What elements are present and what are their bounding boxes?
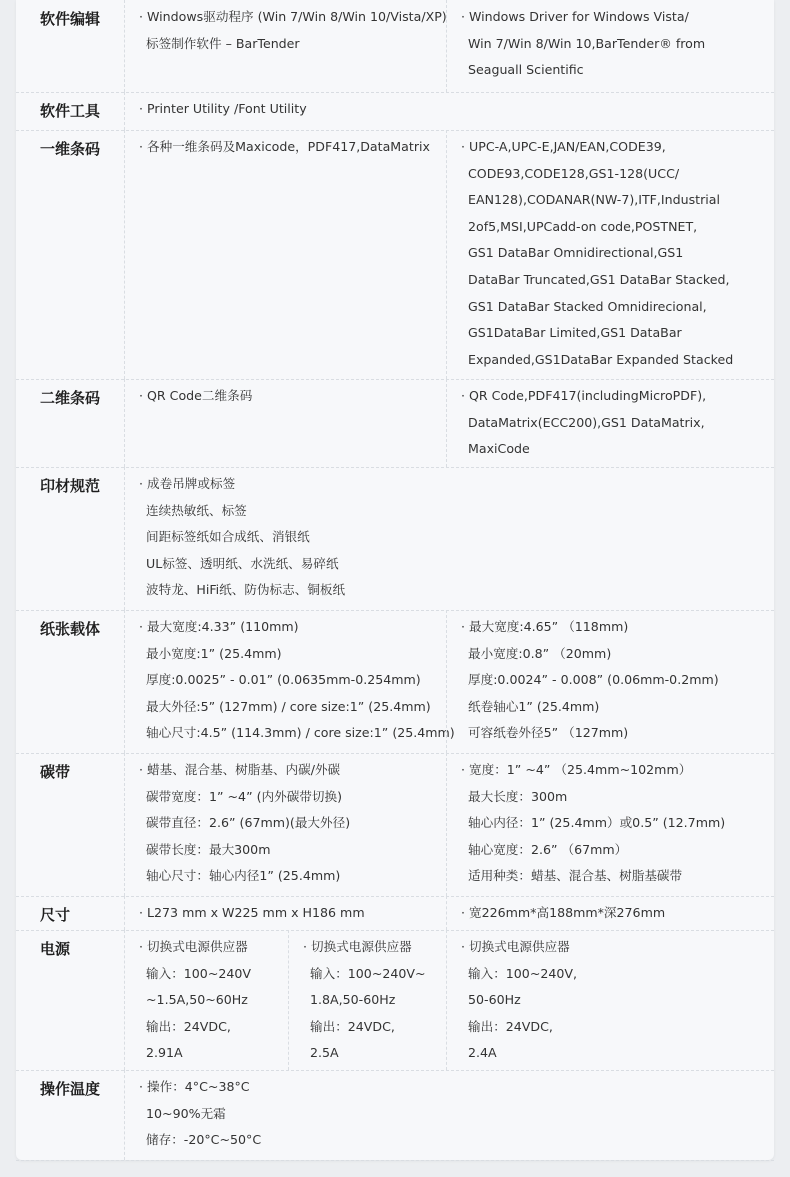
spec-cell [124, 379, 446, 467]
spec-line: 50-60Hz [468, 992, 521, 1008]
spec-line: 输入：100~240V [146, 965, 252, 981]
spec-row-power [16, 930, 774, 1071]
spec-line: · 最大宽度:4.65” （118mm) [461, 619, 629, 634]
spec-line: GS1 DataBar Omnidirectional,GS1 [468, 245, 684, 261]
spec-label: 操作温度 [40, 1080, 101, 1098]
spec-cell [288, 930, 446, 1070]
spec-line: · 操作：4°C~38°C [139, 1079, 250, 1094]
spec-line: 轴心宽度：2.6” （67mm） [468, 841, 628, 857]
spec-label: 一维条码 [40, 140, 101, 158]
spec-line: 最小宽度:0.8” （20mm) [468, 645, 612, 661]
spec-row-media-spec [16, 467, 774, 611]
spec-line: 2.4A [468, 1045, 497, 1061]
spec-row-dimensions [16, 896, 774, 931]
spec-line: 输入：100~240V, [468, 965, 578, 981]
spec-line: 波特龙、HiFi纸、防伪标志、铜板纸 [146, 582, 346, 598]
spec-line: 厚度:0.0025” - 0.01” (0.0635mm-0.254mm) [146, 672, 421, 688]
spec-line: · L273 mm x W225 mm x H186 mm [139, 905, 365, 920]
spec-line: · Windows驱动程序 (Win 7/Win 8/Win 10/Vista/XP) [139, 9, 447, 24]
spec-line: 输出：24VDC, [310, 1018, 395, 1034]
spec-line: 间距标签纸如合成纸、消银纸 [146, 529, 310, 545]
spec-cell [124, 0, 446, 92]
spec-cell [124, 896, 446, 930]
spec-line: · 切换式电源供应器 [139, 939, 248, 954]
spec-line: Expanded,GS1DataBar Expanded Stacked [468, 351, 734, 367]
spec-line: UL标签、透明纸、水洗纸、易碎纸 [146, 555, 339, 571]
spec-row-software-edit [16, 0, 774, 93]
spec-label: 纸张载体 [40, 620, 101, 638]
spec-line: DataBar Truncated,GS1 DataBar Stacked, [468, 271, 730, 287]
spec-line: GS1DataBar Limited,GS1 DataBar [468, 325, 682, 341]
spec-cell [124, 92, 766, 130]
spec-cell [446, 130, 766, 379]
spec-line: 连续热敏纸、标签 [146, 502, 247, 518]
spec-line: · QR Code,PDF417(includingMicroPDF), [461, 388, 707, 403]
spec-label: 软件工具 [40, 102, 101, 120]
spec-cell [446, 610, 766, 753]
spec-line: · 最大宽度:4.33” (110mm) [139, 619, 299, 634]
spec-line: 2.91A [146, 1045, 183, 1061]
spec-label: 二维条码 [40, 389, 101, 407]
spec-line: 轴心内径：1” (25.4mm）或0.5” (12.7mm) [468, 815, 726, 831]
spec-label: 软件编辑 [40, 10, 101, 28]
spec-line: EAN128),CODANAR(NW-7),ITF,Industrial [468, 192, 720, 208]
spec-line: 可容纸卷外径5” （127mm) [468, 725, 629, 741]
spec-line: 最小宽度:1” (25.4mm) [146, 645, 282, 661]
spec-line: 输入：100~240V~ [310, 965, 426, 981]
spec-cell [446, 0, 766, 92]
spec-line: 最大长度：300m [468, 788, 568, 804]
spec-line: CODE93,CODE128,GS1-128(UCC/ [468, 165, 680, 181]
spec-line: · 宽226mm*高188mm*深276mm [461, 905, 666, 920]
spec-line: 输出：24VDC, [468, 1018, 553, 1034]
spec-label: 印材规范 [40, 477, 101, 495]
spec-row-ribbon [16, 753, 774, 897]
spec-line: 适用种类：蜡基、混合基、树脂基碳带 [468, 868, 683, 884]
spec-line: · 成卷吊牌或标签 [139, 476, 236, 491]
spec-line: 2.5A [310, 1045, 339, 1061]
spec-line: ~1.5A,50~60Hz [146, 992, 248, 1008]
spec-line: 碳带长度：最大300m [146, 841, 271, 857]
spec-line: 1.8A,50-60Hz [310, 992, 396, 1008]
spec-label: 电源 [40, 940, 71, 958]
spec-cell [446, 379, 766, 467]
spec-cell [124, 130, 446, 379]
spec-row-software-tools [16, 92, 774, 131]
spec-line: 厚度:0.0024” - 0.008” (0.06mm-0.2mm) [468, 672, 719, 688]
spec-line: · 各种一维条码及Maxicode，PDF417,DataMatrix [139, 139, 430, 154]
spec-row-operating-temp [16, 1070, 774, 1161]
spec-line: 纸卷轴心1” (25.4mm) [468, 698, 600, 714]
spec-line: Seaguall Scientific [468, 62, 584, 78]
spec-cell [446, 930, 766, 1070]
spec-line: · UPC-A,UPC-E,JAN/EAN,CODE39, [461, 139, 666, 154]
spec-line: Win 7/Win 8/Win 10,BarTender® from [468, 35, 706, 51]
spec-line: · 蜡基、混合基、树脂基、内碳/外碳 [139, 762, 341, 777]
spec-line: MaxiCode [468, 441, 530, 457]
spec-table [16, 0, 774, 1160]
spec-line: 10~90%无霜 [146, 1105, 226, 1121]
spec-row-1d-barcode [16, 130, 774, 380]
spec-cell [124, 930, 288, 1070]
spec-line: DataMatrix(ECC200),GS1 DataMatrix, [468, 414, 705, 430]
spec-line: GS1 DataBar Stacked Omnidirecional, [468, 298, 707, 314]
spec-line: 2of5,MSI,UPCadd-on code,POSTNET, [468, 218, 698, 234]
spec-cell [446, 896, 766, 930]
spec-row-2d-barcode [16, 379, 774, 468]
spec-cell [124, 610, 455, 753]
spec-line: 储存：-20°C~50°C [146, 1132, 262, 1148]
spec-label: 尺寸 [40, 906, 71, 924]
spec-line: · Printer Utility /Font Utility [139, 101, 307, 116]
spec-line: 标签制作软件 – BarTender [146, 35, 300, 51]
spec-line: 碳带直径：2.6” (67mm)(最大外径) [146, 815, 351, 831]
spec-label: 碳带 [40, 763, 71, 781]
spec-line: 输出：24VDC, [146, 1018, 231, 1034]
spec-row-paper-media [16, 610, 774, 754]
spec-line: · 宽度：1” ~4” （25.4mm~102mm） [461, 762, 692, 777]
spec-line: 最大外径:5” (127mm) / core size:1” (25.4mm) [146, 698, 431, 714]
spec-line: · 切换式电源供应器 [303, 939, 412, 954]
spec-cell [124, 753, 446, 896]
spec-line: 碳带宽度：1” ~4” (内外碳带切换) [146, 788, 342, 804]
spec-line: · 切换式电源供应器 [461, 939, 570, 954]
spec-cell [124, 1070, 766, 1160]
spec-line: 轴心尺寸：轴心内径1” (25.4mm) [146, 868, 341, 884]
spec-cell [446, 753, 766, 896]
spec-line: · Windows Driver for Windows Vista/ [461, 9, 689, 24]
spec-line: · QR Code二维条码 [139, 388, 253, 403]
spec-cell [124, 467, 766, 610]
spec-line: 轴心尺寸:4.5” (114.3mm) / core size:1” (25.4mm) [146, 725, 455, 741]
